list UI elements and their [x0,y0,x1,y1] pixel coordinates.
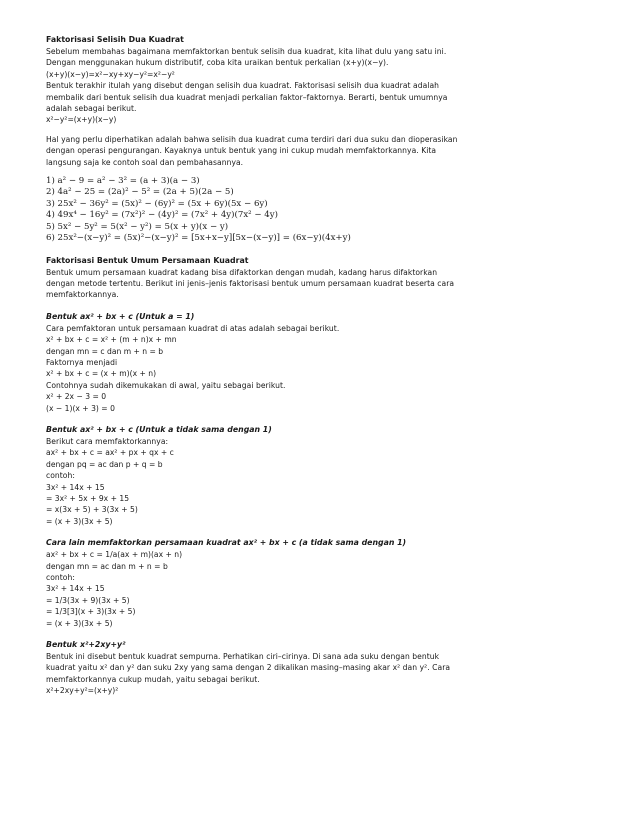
paragraph-line: memfaktorkannya cukup mudah, yaitu sebagai berikut. [46,674,260,684]
formula-line: x²−y²=(x+y)(x−y) [46,115,117,125]
subsection-title: Bentuk x²+2xy+y² [46,640,126,650]
example-3: 3) 25x² − 36y² = (5x)² − (6y)² = (5x + 6y)(5x − 6y) [46,198,268,209]
paragraph-line: memfaktorkannya. [46,290,119,300]
formula-line: = 3x² + 5x + 9x + 15 [46,494,130,503]
formula-line: = (x + 3)(3x + 5) [46,618,113,628]
example-1: 1) a² − 9 = a² − 3² = (a + 3)(a − 3) [46,176,200,187]
example-6: 6) 25x²−(x−y)² = (5x)²−(x−y)² = [5x+x−y][5x−(x−y)] = (6x−y)(4x+y) [46,233,351,244]
paragraph-line: Berikut cara memfaktorkannya: [46,436,169,446]
paragraph-line: contoh: [46,471,75,481]
paragraph-line: Hal yang perlu diperhatikan adalah bahwa selisih dua kuadrat cuma terdiri dari dua suku dan dioperasikan [46,134,458,144]
formula-line: dengan mn = c dan m + n = b [46,346,164,356]
example-2: 2) 4a² − 25 = (2a)² − 5² = (2a + 5)(2a − 5) [46,187,234,198]
formula-line: = x(3x + 5) + 3(3x + 5) [46,505,138,515]
formula-line: x² + bx + c = (x + m)(x + n) [46,369,157,379]
paragraph-line: Cara pemfaktoran untuk persamaan kuadrat di atas adalah sebagai berikut. [46,323,340,333]
subsection-title: Cara lain memfaktorkan persamaan kuadrat ax² + bx + c (a tidak sama dengan 1) [46,538,407,548]
formula-line: x²+2xy+y²=(x+y)² [46,686,119,696]
example-5: 5) 5x² − 5y² = 5(x² − y²) = 5(x + y)(x − y) [46,221,229,232]
paragraph-line: Faktornya menjadi [46,357,118,367]
formula-line: (x − 1)(x + 3) = 0 [46,403,115,413]
paragraph-line: kuadrat yaitu x² dan y² dan suku 2xy yang sama dengan 2 dikalikan masing–masing akar x² dan y². Cara [46,663,451,673]
paragraph-line: Bentuk umum persamaan kuadrat kadang bisa difaktorkan dengan mudah, kadang harus difaktorkan [46,267,438,277]
paragraph-line: Sebelum membahas bagaimana memfaktorkan bentuk selisih dua kuadrat, kita lihat dulu yang satu ini. [46,47,447,56]
formula-line: x² + 2x − 3 = 0 [46,392,107,402]
section-title: Faktorisasi Bentuk Umum Persamaan Kuadrat [46,255,249,265]
paragraph-line: Dengan menggunakan hukum distributif, coba kita uraikan bentuk perkalian (x+y)(x−y). [46,58,389,68]
formula-line: 3x² + 14x + 15 [46,482,105,492]
subsection-title: Bentuk ax² + bx + c (Untuk a tidak sama dengan 1) [46,424,272,434]
paragraph-line: contoh: [46,573,75,583]
paragraph-line: langsung saja ke contoh soal dan pembahasannya. [46,157,244,167]
formula-line: (x+y)(x−y)=x²−xy+xy−y²=x²−y² [46,69,175,79]
paragraph-line: dengan metode tertentu. Berikut ini jenis–jenis faktorisasi bentuk umum persamaan kuadrat beserta cara [46,278,455,288]
example-4: 4) 49x⁴ − 16y² = (7x²)² − (4y)² = (7x² + 4y)(7x² − 4y) [46,210,278,221]
document-page [46,34,598,697]
paragraph-line: membalik dari bentuk selisih dua kuadrat menjadi perkalian faktor–faktornya. Berarti, bentuk umumnya [46,92,448,102]
formula-line: = 1/3[3](x + 3)(3x + 5) [46,607,136,617]
formula-line: x² + bx + c = x² + (m + n)x + mn [46,335,177,345]
formula-line: dengan pq = ac dan p + q = b [46,459,163,469]
formula-line: ax² + bx + c = 1/a(ax + m)(ax + n) [46,550,183,560]
paragraph-line: dengan operasi pengurangan. Kayaknya untuk bentuk yang ini cukup mudah memfaktorkannya. Kita [46,146,437,156]
formula-line: = 1/3(3x + 9)(3x + 5) [46,595,130,605]
paragraph-line: Bentuk terakhir itulah yang disebut dengan selisih dua kuadrat. Faktorisasi selisih dua kuadrat adalah [46,81,440,91]
formula-line: 3x² + 14x + 15 [46,584,105,594]
section-title: Faktorisasi Selisih Dua Kuadrat [46,35,184,44]
paragraph-line: Contohnya sudah dikemukakan di awal, yaitu sebagai berikut. [46,380,286,390]
paragraph-line: Bentuk ini disebut bentuk kuadrat sempurna. Perhatikan ciri–cirinya. Di sana ada suku dengan bentuk [46,652,440,662]
paragraph-line: adalah sebagai berikut. [46,104,137,114]
formula-line: dengan mn = ac dan m + n = b [46,561,168,571]
formula-line: = (x + 3)(3x + 5) [46,516,113,526]
formula-line: ax² + bx + c = ax² + px + qx + c [46,448,174,458]
subsection-title: Bentuk ax² + bx + c (Untuk a = 1) [46,311,195,321]
